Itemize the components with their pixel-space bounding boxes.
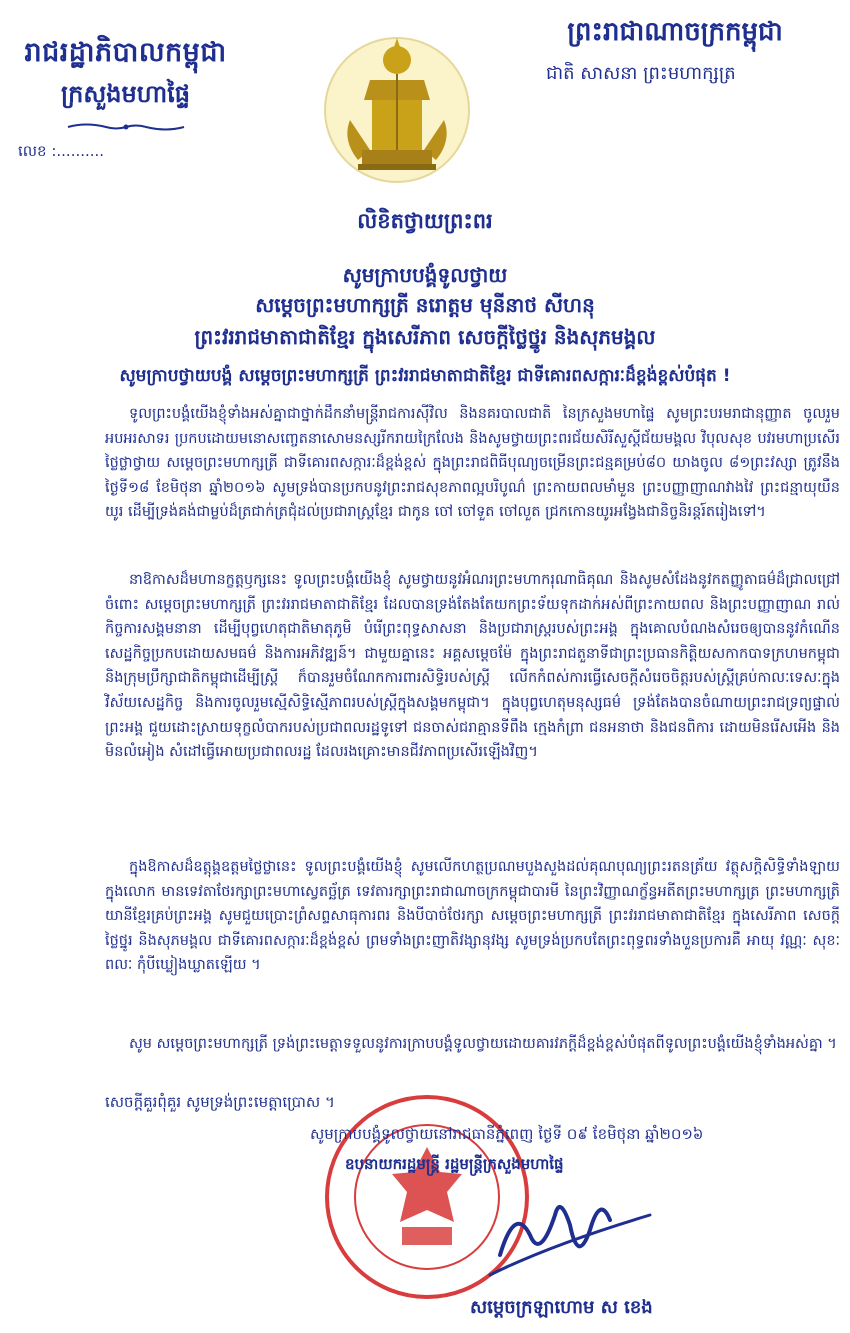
body-paragraph-4: សូម សម្តេចព្រះមហាក្សត្រី ទ្រង់ព្រះមេត្តាទទួលនូវការក្រាបបង្គំទូលថ្វាយដោយគារវភក្តីដ៏ខ្ពង់ខ្ពស់បំផុតពីទូលព្រះបង្គំយើងខ្ញុំទាំងអស់គ្នា ។ xyxy=(129,1036,837,1052)
ministry-name: ក្រសួងមហាផ្ទៃ xyxy=(60,80,191,108)
government-name: រាជរដ្ឋាភិបាលកម្ពុជា xyxy=(24,37,227,68)
signer-name: សម្តេចក្រឡាហោម ស ខេង xyxy=(470,1297,653,1318)
body-paragraph-2: នាឱកាសដ៏មហានក្ខត្តឫក្សនេះ ទូលព្រះបង្គំយើងខ្ញុំ សូមថ្វាយនូវអំណរព្រះមហាករុណាធិគុណ និងសូមសំដែងនូវកតញ្ញូតាធម៌ដ៏ជ្រាលជ្រៅ ចំពោះ សម្តេចព្រះមហាក្សត្រី ព្រះវររាជមាតាជាតិខ្មែរ ដែលបានទ្រង់តែងតែយកព្រះទ័យទុកដាក់អស់ពីព្រះកាយពល និងព្រះបញ្ញាញាណ រាល់កិច្ចការសង្គមនានា ដើម្បីបុព្វហេតុជាតិមាតុភូមិ បំរើព្រះពុទ្ធសាសនា និងប្រជារាស្ត្ររបស់ព្រះអង្គ ក្នុងគោលបំណងសំរេចឲ្យបាននូវកំណើនសេដ្ឋកិច្ចប្រកបដោយសមធម៌ និងការអភិវឌ្ឍន៍។ ជាមួយគ្នានេះ អគ្គសម្តេចម៉ែ ក្នុងព្រះរាជតួនាទីជាព្រះប្រធានកិត្តិយសកាកបាទក្រហមកម្ពុជា និងក្រុមប្រឹក្សាជាតិកម្ពុជាដើម្បីស្ត្រី ក៏បានរួមចំណែកការពារសិទ្ធិរបស់ស្ត្រី លើកកំពស់ការធ្វើសេចក្តីសំរេចចិត្តរបស់ស្ត្រីគ្រប់កាលៈទេសៈក្នុងវិស័យសេដ្ឋកិច្ច និងការចូលរួមស្មើសិទ្ធិស្មើភាពរបស់ស្ត្រីក្នុងសង្គមកម្ពុជា។ ក្នុងបុព្វហេតុមនុស្សធម៌ ទ្រង់តែងបានចំណាយព្រះរាជទ្រព្យផ្ទាល់ព្រះអង្គ ជួយដោះស្រាយទុក្ខលំបាករបស់ប្រជាពលរដ្ឋទូទៅ ជនចាស់ជរាគ្មានទីពឹង ក្មេងកំព្រា ជនអនាថា និងជនពិការ ដោយមិនរើសអើង និងមិនលំអៀង សំដៅធ្វើអោយប្រជាពលរដ្ឋ ដែលរងគ្រោះមានជីវភាពប្រសើរឡើងវិញ។ xyxy=(105,572,840,761)
reference-number: លេខ :.......... xyxy=(18,142,105,160)
body-paragraph-1: ទូលព្រះបង្គំយើងខ្ញុំទាំងអស់គ្នាជាថ្នាក់ដឹកនាំមន្ត្រីរាជការស៊ីវិល និងនគរបាលជាតិ នៃក្រសួងមហាផ្ទៃ សូមព្រះបរមរាជានុញ្ញាត ចូលរួមអបអរសាទរ ប្រកបដោយមនោសញ្ចេតនាសោមនស្សរីករាយក្រៃលែង និងសូមថ្វាយព្រះពរជ័យសិរីសួស្តីជ័យមង្គល វិបុលសុខ បវរមហាប្រសើរថ្លៃថ្លាថ្វាយ សម្តេចព្រះមហាក្សត្រី ជាទីគោរពសក្ការៈដ៏ខ្ពង់ខ្ពស់ ក្នុងព្រះរាជពិធីបុណ្យចម្រើនព្រះជន្មគម្រប់៨០ យាងចូល ៨១ព្រះវស្សា ត្រូវនឹងថ្ងៃទី១៨ ខែមិថុនា ឆ្នាំ២០១៦ សូមទ្រង់បានប្រកបនូវព្រះរាជសុខភាពល្អបរិបូណ៌ ព្រះកាយពលមាំមួន ព្រះបញ្ញាញាណវាងវៃ ព្រះជន្មាយុយឺនយូរ ដើម្បីទ្រង់គង់ជាម្លប់ដ៏ត្រជាក់ត្រជុំដល់ប្រជារាស្ត្រខ្មែរ ជាកូន ចៅ ចៅទួត ចៅលួត ជ្រកកោនយូរអង្វែងជានិច្ចនិរន្តរ៍តរៀងទៅ។ xyxy=(105,406,840,521)
national-motto: ជាតិ សាសនា ព្រះមហាក្សត្រ xyxy=(546,63,736,84)
ornament-divider xyxy=(66,122,186,132)
body-paragraph-3: ក្នុងឱកាសដ៏ឧត្តុង្គឧត្តមថ្លៃថ្លានេះ ទូលព្រះបង្គំយើងខ្ញុំ សូមលើកហត្ថប្រណមបួងសួងដល់គុណបុណ្យព្រះរតនត្រ័យ វត្ថុសក្តិសិទ្ធិទាំងឡាយក្នុងលោក មានទេវតាថែរក្សាព្រះមហាស្វេតច្ឆ័ត្រ ទេវតារក្សាព្រះរាជាណាចក្រកម្ពុជាបារមី នៃព្រះវិញ្ញាណក្ខ័ន្ធអតីតព្រះមហាក្សត្រ ព្រះមហាក្សត្រិយានីខ្មែរគ្រប់ព្រះអង្គ សូមជួយប្រោះព្រំសព្ទសាធុការពរ និងបីបាច់ថែរក្សា សម្តេចព្រះមហាក្សត្រី ព្រះវររាជមាតាជាតិខ្មែរ ក្នុងសេរីភាព សេចក្តីថ្លៃថ្នូរ និងសុភមង្គល ជាទីគោរពសក្ការៈដ៏ខ្ពង់ខ្ពស់ ព្រមទាំងព្រះញាតិវង្សានុវង្ស សូមទ្រង់ប្រកបតែព្រះពុទ្ធពរទាំងបួនប្រការគឺ អាយុ វណ្ណៈ សុខៈ ពលៈ កុំបីឃ្លៀងឃ្លាតឡើយ ។ xyxy=(105,859,840,974)
address-line-2: សម្តេចព្រះមហាក្សត្រី នរោត្តម មុនីនាថ សីហនុ xyxy=(255,293,595,317)
kingdom-title: ព្រះរាជាណាចក្រកម្ពុជា xyxy=(567,17,783,47)
kingdom-header xyxy=(520,15,830,88)
address-line-3: ព្រះវររាជមាតាជាតិខ្មែរ ក្នុងសេរីភាព សេចក្តីថ្លៃថ្នូរ និងសុភមង្គល xyxy=(194,325,656,349)
closing-line: សេចក្តីគួរពុំគួរ សូមទ្រង់ព្រះមេត្តាប្រោស ។ xyxy=(105,1093,335,1111)
address-line-1: សូមក្រាបបង្គំទូលថ្វាយ xyxy=(342,263,508,287)
greeting-line: សូមក្រាបថ្វាយបង្គំ សម្តេចព្រះមហាក្សត្រី ព្រះវររាជមាតាជាតិខ្មែរ ជាទីគោរពសក្ការៈដ៏ខ្ពង់ខ្ពស់បំផុត ! xyxy=(119,366,731,386)
handwritten-signature xyxy=(460,1175,660,1285)
royal-emblem xyxy=(320,20,475,200)
ministry-header xyxy=(8,36,243,132)
signer-title: ឧបនាយករដ្ឋមន្ត្រី រដ្ឋមន្ត្រីក្រសួងមហាផ្ទៃ xyxy=(345,1155,564,1173)
document-title: លិខិតថ្វាយព្រះពរ xyxy=(357,209,493,233)
dateline: សូមក្រាបបង្គំទូលថ្វាយនៅរាជធានីភ្នំពេញ ថ្ងៃទី ០៩ ខែមិថុនា ឆ្នាំ២០១៦ xyxy=(310,1125,704,1143)
